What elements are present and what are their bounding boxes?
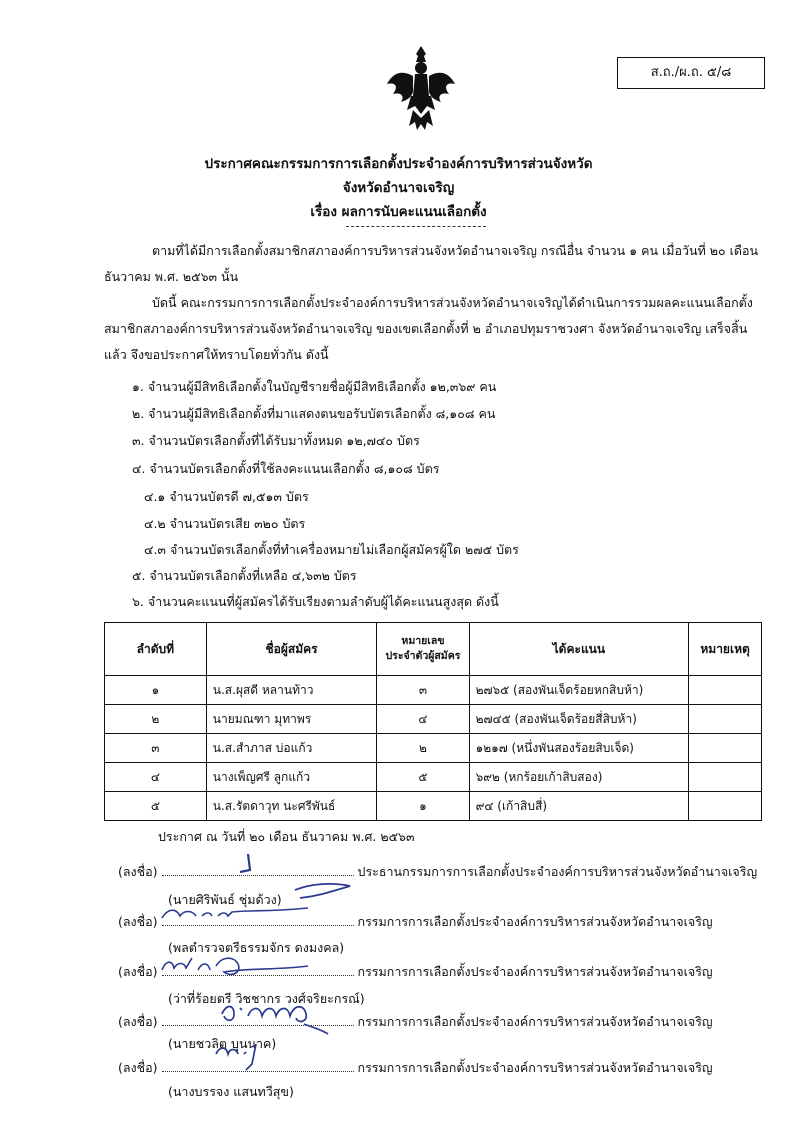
item-candidate-scores: ๖. จำนวนคะแนนที่ผู้สมัครได้รับเรียงตามลำดับผู้ได้คะแนนสูงสุด ดังนี้ — [132, 594, 499, 609]
cell-rank: ๕ — [105, 792, 207, 821]
table-row — [105, 763, 762, 792]
signer-name-4: (นายชวลิต บุนนาค) — [168, 1036, 277, 1051]
sign-role: กรรมการการเลือกตั้งประจำองค์การบริหารส่วนจังหวัดอำนาจเจริญ — [357, 1014, 713, 1029]
handwritten-signature-5 — [212, 1040, 292, 1080]
header-rank: ลำดับที่ — [105, 623, 207, 676]
cell-score: ๒๗๖๕ (สองพันเจ็ดร้อยหกสิบห้า) — [469, 676, 689, 705]
sign-prefix: (ลงชื่อ) — [118, 964, 158, 979]
table-row — [105, 676, 762, 705]
garuda-emblem-icon — [385, 44, 457, 134]
signature-line-committee-4 — [118, 1058, 713, 1078]
header-divider — [346, 226, 486, 227]
cell-number: ๕ — [377, 763, 469, 792]
item-voters-turnout: ๒. จำนวนผู้มีสิทธิเลือกตั้งที่มาแสดงตนขอรับบัตรเลือกตั้ง ๘,๑๐๘ คน — [132, 406, 496, 421]
intro-paragraph: ตามที่ได้มีการเลือกตั้งสมาชิกสภาองค์การบริหารส่วนจังหวัดอำนาจเจริญ กรณีอื่น จำนวน ๑ คน เมื่อวันที่ ๒๐ เดือน ธันวาคม พ.ศ. ๒๕๖๓ นั้น — [104, 243, 759, 284]
cell-number: ๒ — [377, 734, 469, 763]
header-number — [377, 623, 469, 676]
sign-prefix: (ลงชื่อ) — [118, 914, 158, 929]
sign-role: กรรมการการเลือกตั้งประจำองค์การบริหารส่วนจังหวัดอำนาจเจริญ — [357, 1060, 713, 1075]
province-title: จังหวัดอำนาจเจริญ — [342, 180, 455, 196]
item-remaining-ballots: ๕. จำนวนบัตรเลือกตั้งที่เหลือ ๔,๖๓๒ บัตร — [132, 568, 357, 583]
cell-note — [689, 705, 762, 734]
signer-name-3: (ว่าที่ร้อยตรี วิชชากร วงศ์จริยะกรณ์) — [168, 991, 365, 1006]
handwritten-signature-3 — [158, 948, 318, 984]
cell-name: น.ส.รัตดาวุท นะศรีพันธ์ — [206, 792, 377, 821]
signer-name-2: (พลตำรวจตรีธรรมจักร ดงมงคล) — [168, 940, 345, 955]
item-good-ballots: ๔.๑ จำนวนบัตรดี ๗,๕๑๓ บัตร — [144, 489, 309, 504]
item-ballots-used: ๔. จำนวนบัตรเลือกตั้งที่ใช้ลงคะแนนเลือกตั้ง ๘,๑๐๘ บัตร — [132, 461, 440, 476]
cell-score: ๒๗๔๕ (สองพันเจ็ดร้อยสี่สิบห้า) — [469, 705, 689, 734]
signer-name-1: (นายศิริพันธ์ ชุ่มด้วง) — [168, 892, 282, 907]
announcement-title: ประกาศคณะกรรมการการเลือกตั้งประจำองค์การบริหารส่วนจังหวัด — [204, 156, 593, 172]
signer-name-5: (นางบรรจง แสนทวีสุข) — [168, 1084, 294, 1099]
cell-note — [689, 792, 762, 821]
cell-rank: ๒ — [105, 705, 207, 734]
table-header-row — [105, 623, 762, 676]
table-row — [105, 705, 762, 734]
sign-role: กรรมการการเลือกตั้งประจำองค์การบริหารส่วนจังหวัดอำนาจเจริญ — [357, 914, 713, 929]
cell-rank: ๑ — [105, 676, 207, 705]
cell-name: น.ส.ผุสดี หลานท้าว — [206, 676, 377, 705]
cell-number: ๔ — [377, 705, 469, 734]
cell-score: ๑๒๑๗ (หนึ่งพันสองร้อยสิบเจ็ด) — [469, 734, 689, 763]
sign-role: ประธานกรรมการการเลือกตั้งประจำองค์การบริหารส่วนจังหวัดอำนาจเจริญ — [357, 864, 758, 879]
item-ballots-received: ๓. จำนวนบัตรเลือกตั้งที่ได้รับมาทั้งหมด ๑๒,๗๔๐ บัตร — [132, 433, 420, 448]
header-number-line1: หมายเลข — [401, 635, 445, 647]
cell-number: ๑ — [377, 792, 469, 821]
table-row — [105, 792, 762, 821]
cell-note — [689, 763, 762, 792]
cell-name: นายมณฑา มุทาพร — [206, 705, 377, 734]
handwritten-signature-2 — [158, 900, 318, 930]
cell-score: ๖๙๒ (หกร้อยเก้าสิบสอง) — [469, 763, 689, 792]
header-score: ได้คะแนน — [469, 623, 689, 676]
results-table — [104, 622, 762, 821]
sign-role: กรรมการการเลือกตั้งประจำองค์การบริหารส่วนจังหวัดอำนาจเจริญ — [357, 964, 713, 979]
sign-prefix: (ลงชื่อ) — [118, 864, 158, 879]
item-spoiled-ballots: ๔.๒ จำนวนบัตรเสีย ๓๒๐ บัตร — [144, 516, 306, 531]
handwritten-signature-4 — [218, 994, 338, 1038]
sign-prefix: (ลงชื่อ) — [118, 1060, 158, 1075]
table-row — [105, 734, 762, 763]
header-name: ชื่อผู้สมัคร — [206, 623, 377, 676]
cell-score: ๙๔ (เก้าสิบสี่) — [469, 792, 689, 821]
cell-note — [689, 676, 762, 705]
cell-rank: ๓ — [105, 734, 207, 763]
header-number-line2: ประจำตัวผู้สมัคร — [385, 650, 461, 662]
sign-prefix: (ลงชื่อ) — [118, 1014, 158, 1029]
cell-name: น.ส.สำภาส บ่อแก้ว — [206, 734, 377, 763]
item-no-vote-ballots: ๔.๓ จำนวนบัตรเลือกตั้งที่ทำเครื่องหมายไม่เลือกผู้สมัครผู้ใด ๒๗๕ บัตร — [144, 542, 519, 557]
signature-line-committee-3 — [118, 1012, 713, 1032]
announcement-date: ประกาศ ณ วันที่ ๒๐ เดือน ธันวาคม พ.ศ. ๒๕๖๓ — [158, 829, 415, 844]
form-code-box: ส.ถ./ผ.ถ. ๕/๘ — [617, 57, 765, 89]
result-paragraph: บัดนี้ คณะกรรมการการเลือกตั้งประจำองค์การบริหารส่วนจังหวัดอำนาจเจริญได้ดำเนินการรวมผลคะแนนเลือกตั้งสมาชิกสภาองค์การบริหารส่วนจังหวัดอำนาจเจริญ ของเขตเลือกตั้งที่ ๒ อำเภอปทุมราชวงศา จังหวัดอำนาจเจริญ เสร็จสิ้นแล้ว จึงขอประกาศให้ทราบโดยทั่วกัน ดังนี้ — [104, 295, 753, 362]
cell-rank: ๔ — [105, 763, 207, 792]
cell-name: นางเพ็ญศรี ลูกแก้ว — [206, 763, 377, 792]
item-eligible-voters: ๑. จำนวนผู้มีสิทธิเลือกตั้งในบัญชีรายชื่อผู้มีสิทธิเลือกตั้ง ๑๒,๓๖๙ คน — [132, 379, 497, 394]
cell-number: ๓ — [377, 676, 469, 705]
header-note: หมายเหตุ — [689, 623, 762, 676]
subject-title: เรื่อง ผลการนับคะแนนเลือกตั้ง — [310, 204, 487, 220]
cell-note — [689, 734, 762, 763]
